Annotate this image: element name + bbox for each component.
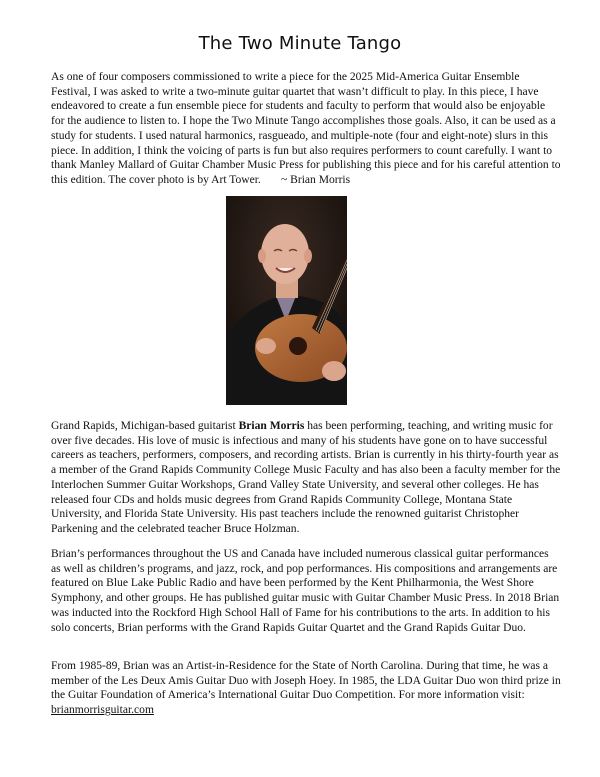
document-title: The Two Minute Tango — [198, 33, 402, 54]
performances-paragraph: Brian’s performances throughout the US and Canada have included numerous classical guitar performances as well as children’s programs, and jazz, rock, and pop performances. His compositions and arrangements are featured on Blue Lake Public Radio and have been performed by the Kent Philharmonia, the West Shore Symphony, and other groups. He has published guitar music with Guitar Chamber Music Press. In 2018 Brian was inducted into the Rockford High School Hall of Fame for his contributions to the arts. In addition to his solo concerts, Brian performs with the Grand Rapids Guitar Quartet and the Grand Rapids Guitar Duo. — [51, 548, 560, 634]
bio-lead: Grand Rapids, Michigan-based guitarist — [51, 420, 236, 432]
bio-name: Brian Morris — [238, 420, 305, 432]
bio-text: has been performing, teaching, and writing music for over five decades. His love of music is infectious and many of his students have gone on to have successful careers as teachers, performers, composers, and recording artists. Brian is currently in his thirty-fourth year as a member of the Grand Rapids Community College Music Faculty and has also been a faculty member for the Interlochen Summer Guitar Workshops, Grand Valley State University, and several other colleges. He has released four CDs and holds music degrees from Grand Rapids Community College, Montana State University, and Florida State University. His past teachers include the renowned guitarist Christopher Parkening and the celebrated teacher Bruce Holzman. — [51, 420, 561, 535]
website-link[interactable]: brianmorrisguitar.com — [51, 704, 154, 717]
history-text: From 1985-89, Brian was an Artist-in-Residence for the State of North Carolina. During that time, he was a member of the Les Deux Amis Guitar Duo with Joseph Hoey. In 1985, the LDA Guitar Duo won third prize in the Guitar Foundation of America’s International Guitar Duo Competition. For more information visit: — [51, 660, 561, 702]
intro-text: As one of four composers commissioned to write a piece for the 2025 Mid-America Guitar Ensemble Festival, I was asked to write a two-minute guitar quartet that wasn’t difficult to play. In this piece, I have endeavored to create a fun ensemble piece for students and faculty to perform that would also be enjoyable for the audience to listen to. I hope the Two Minute Tango accomplishes those goals. Also, it can be used as a study for students. I used natural harmonics, rasgueado, and multiple-note (four and eight-note) slurs in this piece. In addition, I think the voicing of parts is fun but also requires performers to count carefully. I want to thank Manley Mallard of Guitar Chamber Music Press for publishing this piece and for his careful attention to this edition. The cover photo is by Art Tower. — [51, 71, 561, 186]
intro-paragraph — [51, 70, 561, 188]
signature: ~ Brian Morris — [281, 173, 351, 186]
portrait-photo — [226, 196, 347, 405]
bio-paragraph — [51, 419, 561, 537]
history-paragraph — [51, 659, 561, 718]
